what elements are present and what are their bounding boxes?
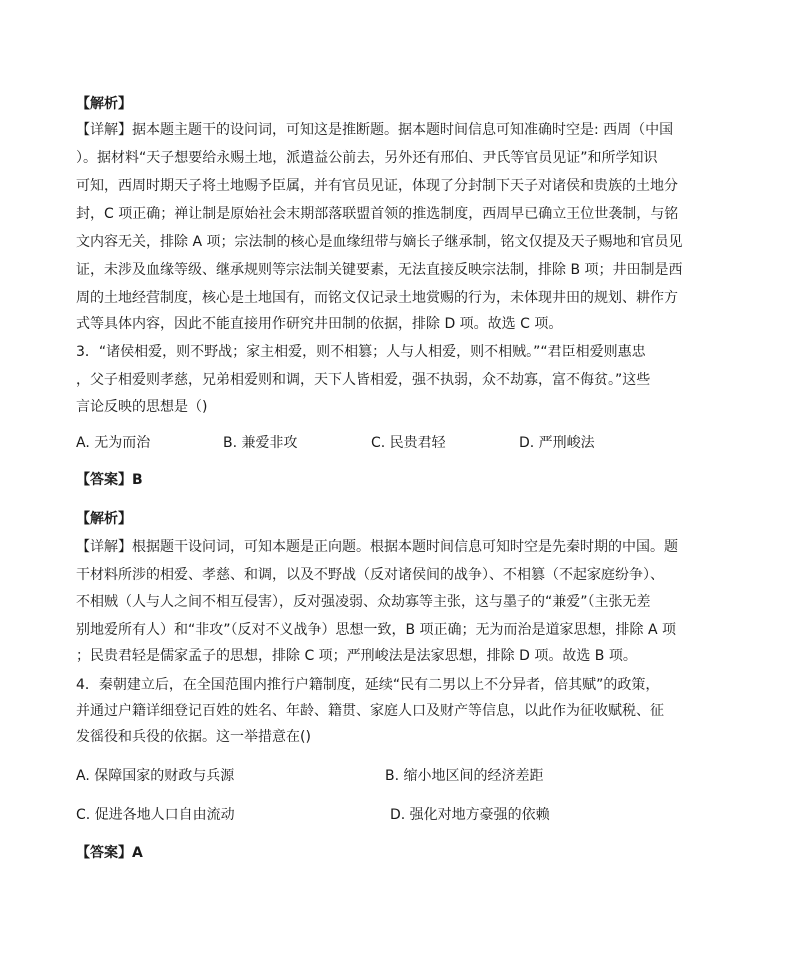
detail-line: 封，C 项正确；禅让制是原始社会末期部落联盟首领的推选制度，西周早已确立王位世袭制，与铭 bbox=[76, 206, 679, 222]
question3-option-c: C. 民贵君轻 bbox=[371, 435, 446, 451]
question3-stem: 3．“诸侯相爱，则不野战；家主相爱，则不相篡；人与人相爱，则不相贼。”“君臣相爱则惠忠 bbox=[76, 344, 646, 360]
question4-option-d: D. 强化对地方豪强的依赖 bbox=[390, 807, 550, 823]
question3-option-b: B. 兼爱非攻 bbox=[223, 435, 298, 451]
question4-stem: 发徭役和兵役的依据。这一举措意在() bbox=[76, 729, 311, 745]
detail-line: 干材料所涉的相爱、孝慈、和调，以及不野战（反对诸侯间的战争）、不相篡（不起家庭纷争）、 bbox=[76, 567, 664, 583]
question3-option-a: A. 无为而治 bbox=[76, 435, 151, 451]
detail-line: 可知，西周时期天子将土地赐予臣属，并有官员见证，体现了分封制下天子对诸侯和贵族的土地分 bbox=[76, 178, 678, 194]
question3-answer: 【答案】B bbox=[76, 472, 143, 488]
question4-stem: 4．秦朝建立后，在全国范围内推行户籍制度，延续“民有二男以上不分异者，倍其赋”的政策， bbox=[76, 677, 660, 693]
question4-answer: 【答案】A bbox=[76, 845, 143, 861]
question4-stem: 并通过户籍详细登记百姓的姓名、年龄、籍贯、家庭人口及财产等信息，以此作为征收赋税、征 bbox=[76, 703, 664, 719]
question4-option-b: B. 缩小地区间的经济差距 bbox=[385, 768, 544, 784]
question3-option-d: D. 严刑峻法 bbox=[519, 435, 595, 451]
analysis-label-2: 【解析】 bbox=[76, 511, 132, 527]
detail-line: 证，未涉及血缘等级、继承规则等宗法制关键要素，无法直接反映宗法制，排除 B 项；井田制是西 bbox=[76, 262, 683, 278]
question4-option-c: C. 促进各地人口自由流动 bbox=[76, 807, 235, 823]
question3-stem: 言论反映的思想是（) bbox=[76, 399, 208, 415]
detail-line: 【详解】根据题干设问词，可知本题是正向题。根据本题时间信息可知时空是先秦时期的中国。题 bbox=[76, 539, 678, 555]
detail-line: 【详解】据本题主题干的设问词，可知这是推断题。据本题时间信息可知准确时空是: 西周（中国 bbox=[76, 122, 674, 138]
detail-line: ；民贵君轻是儒家孟子的思想，排除 C 项；严刑峻法是法家思想，排除 D 项。故选 B 项。 bbox=[76, 648, 637, 664]
detail-line: 不相贼（人与人之间不相互侵害），反对强凌弱、众劫寡等主张，这与墨子的“兼爱”（主张无差 bbox=[76, 594, 651, 610]
analysis-label-1: 【解析】 bbox=[76, 96, 132, 112]
question4-option-a: A. 保障国家的财政与兵源 bbox=[76, 768, 235, 784]
detail-line: 别地爱所有人）和“非攻”（反对不义战争）思想一致，B 项正确；无为而治是道家思想，排除 A 项 bbox=[76, 622, 677, 638]
detail-line: 周的土地经营制度，核心是土地国有，而铭文仅记录土地赏赐的行为，未体现井田的规划、耕作方 bbox=[76, 290, 678, 306]
detail-line: 式等具体内容，因此不能直接用作研究井田制的依据，排除 D 项。故选 C 项。 bbox=[76, 316, 563, 332]
detail-line: ）。据材料“天子想要给永赐土地，派遣益公前去，另外还有邢伯、尹氏等官员见证”和所学知识 bbox=[76, 150, 658, 166]
question3-stem: ，父子相爱则孝慈，兄弟相爱则和调，天下人皆相爱，强不执弱，众不劫寡，富不侮贫。”这些 bbox=[76, 372, 651, 388]
detail-line: 文内容无关，排除 A 项；宗法制的核心是血缘纽带与嫡长子继承制，铭文仅提及天子赐地和官员见 bbox=[76, 234, 683, 250]
